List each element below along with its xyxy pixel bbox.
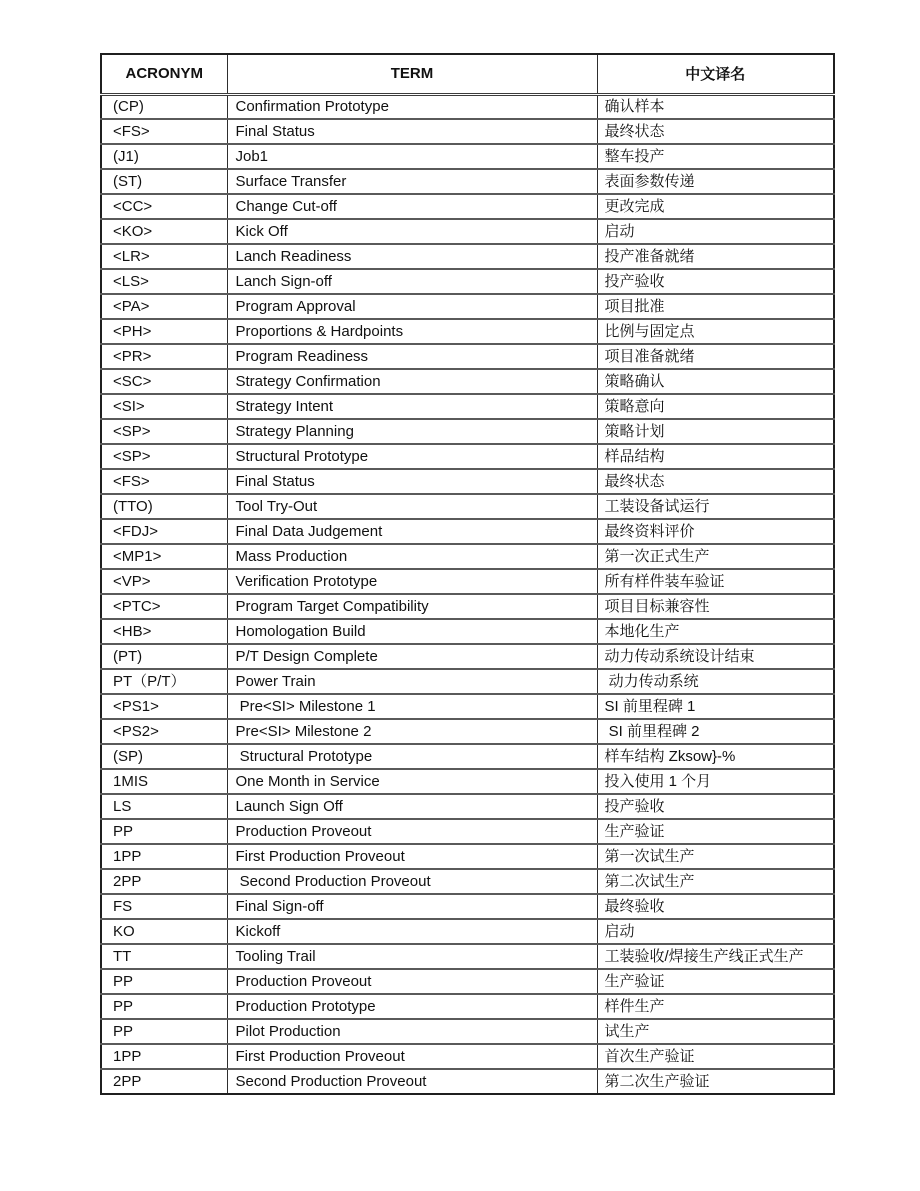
cell-term: Pre<SI> Milestone 2 <box>227 719 597 744</box>
cell-acronym: 2PP <box>101 869 227 894</box>
table-row <box>101 144 834 169</box>
cell-chinese: 启动 <box>597 919 834 944</box>
table-row <box>101 844 834 869</box>
cell-term: Verification Prototype <box>227 569 597 594</box>
cell-chinese: 策略意向 <box>597 394 834 419</box>
cell-acronym: <MP1> <box>101 544 227 569</box>
cell-acronym: KO <box>101 919 227 944</box>
cell-term: Strategy Confirmation <box>227 369 597 394</box>
cell-term: Final Status <box>227 119 597 144</box>
cell-chinese: 样车结构 Zksow}-% <box>597 744 834 769</box>
cell-acronym: <PS2> <box>101 719 227 744</box>
cell-term: Structural Prototype <box>227 444 597 469</box>
cell-acronym: <PS1> <box>101 694 227 719</box>
cell-chinese: 项目批准 <box>597 294 834 319</box>
cell-chinese: 生产验证 <box>597 819 834 844</box>
table-row <box>101 319 834 344</box>
table-row <box>101 944 834 969</box>
cell-acronym: LS <box>101 794 227 819</box>
cell-term: Power Train <box>227 669 597 694</box>
cell-acronym: FS <box>101 894 227 919</box>
cell-chinese: SI 前里程碑 2 <box>597 719 834 744</box>
cell-acronym: <PR> <box>101 344 227 369</box>
table-row <box>101 469 834 494</box>
cell-term: Tooling Trail <box>227 944 597 969</box>
cell-acronym: <CC> <box>101 194 227 219</box>
cell-acronym: (CP) <box>101 94 227 119</box>
cell-chinese: 样件生产 <box>597 994 834 1019</box>
header-row <box>101 54 834 94</box>
cell-acronym: TT <box>101 944 227 969</box>
cell-acronym: 1PP <box>101 844 227 869</box>
cell-acronym: <SP> <box>101 419 227 444</box>
table-row <box>101 119 834 144</box>
cell-chinese: 更改完成 <box>597 194 834 219</box>
table-row <box>101 444 834 469</box>
cell-chinese: 比例与固定点 <box>597 319 834 344</box>
cell-term: Structural Prototype <box>227 744 597 769</box>
cell-chinese: 第二次生产验证 <box>597 1069 834 1094</box>
table-row <box>101 994 834 1019</box>
cell-term: Mass Production <box>227 544 597 569</box>
cell-term: Pre<SI> Milestone 1 <box>227 694 597 719</box>
cell-term: Production Proveout <box>227 969 597 994</box>
table-row <box>101 194 834 219</box>
cell-chinese: 生产验证 <box>597 969 834 994</box>
cell-chinese: 最终验收 <box>597 894 834 919</box>
table-row <box>101 419 834 444</box>
table-row <box>101 569 834 594</box>
table-row <box>101 819 834 844</box>
table-row <box>101 794 834 819</box>
cell-term: Kick Off <box>227 219 597 244</box>
cell-acronym: <SP> <box>101 444 227 469</box>
cell-acronym: <SC> <box>101 369 227 394</box>
cell-chinese: 策略计划 <box>597 419 834 444</box>
cell-term: Launch Sign Off <box>227 794 597 819</box>
cell-acronym: <HB> <box>101 619 227 644</box>
cell-chinese: 第一次正式生产 <box>597 544 834 569</box>
cell-chinese: 第二次试生产 <box>597 869 834 894</box>
cell-acronym: (J1) <box>101 144 227 169</box>
table-row <box>101 219 834 244</box>
cell-acronym: <FS> <box>101 469 227 494</box>
cell-chinese: 表面参数传递 <box>597 169 834 194</box>
cell-chinese: 投产验收 <box>597 794 834 819</box>
header-term: TERM <box>227 54 597 94</box>
cell-chinese: 首次生产验证 <box>597 1044 834 1069</box>
cell-chinese: 第一次试生产 <box>597 844 834 869</box>
cell-term: Program Target Compatibility <box>227 594 597 619</box>
cell-chinese: 最终资料评价 <box>597 519 834 544</box>
table-row <box>101 369 834 394</box>
cell-chinese: 样品结构 <box>597 444 834 469</box>
cell-term: Strategy Intent <box>227 394 597 419</box>
cell-term: Homologation Build <box>227 619 597 644</box>
cell-term: Second Production Proveout <box>227 869 597 894</box>
table-row <box>101 494 834 519</box>
cell-term: Strategy Planning <box>227 419 597 444</box>
cell-term: Job1 <box>227 144 597 169</box>
cell-chinese: 整车投产 <box>597 144 834 169</box>
cell-chinese: 项目目标兼容性 <box>597 594 834 619</box>
table-row <box>101 544 834 569</box>
cell-acronym: <PA> <box>101 294 227 319</box>
cell-term: First Production Proveout <box>227 844 597 869</box>
cell-acronym: <FDJ> <box>101 519 227 544</box>
cell-term: Lanch Readiness <box>227 244 597 269</box>
cell-acronym: <PTC> <box>101 594 227 619</box>
cell-term: Final Sign-off <box>227 894 597 919</box>
cell-term: Lanch Sign-off <box>227 269 597 294</box>
cell-term: Change Cut-off <box>227 194 597 219</box>
table-row <box>101 894 834 919</box>
table-row <box>101 769 834 794</box>
table-row <box>101 669 834 694</box>
table-header <box>101 54 834 94</box>
table-row <box>101 619 834 644</box>
header-chinese: 中文译名 <box>597 54 834 94</box>
cell-chinese: 动力传动系统设计结束 <box>597 644 834 669</box>
cell-acronym: PP <box>101 819 227 844</box>
cell-term: Final Status <box>227 469 597 494</box>
cell-term: One Month in Service <box>227 769 597 794</box>
cell-chinese: 启动 <box>597 219 834 244</box>
table-row <box>101 244 834 269</box>
cell-acronym: (PT) <box>101 644 227 669</box>
table-body <box>101 94 834 1094</box>
cell-term: First Production Proveout <box>227 1044 597 1069</box>
cell-acronym: (ST) <box>101 169 227 194</box>
cell-term: Kickoff <box>227 919 597 944</box>
cell-chinese: 所有样件装车验证 <box>597 569 834 594</box>
cell-term: Program Approval <box>227 294 597 319</box>
cell-chinese: 工装设备试运行 <box>597 494 834 519</box>
table-row <box>101 394 834 419</box>
cell-term: Surface Transfer <box>227 169 597 194</box>
table-row <box>101 719 834 744</box>
cell-chinese: 确认样本 <box>597 94 834 119</box>
table-row <box>101 744 834 769</box>
cell-acronym: PP <box>101 969 227 994</box>
table-row <box>101 1044 834 1069</box>
table-row <box>101 969 834 994</box>
table-row <box>101 94 834 119</box>
cell-chinese: 动力传动系统 <box>597 669 834 694</box>
cell-chinese: 策略确认 <box>597 369 834 394</box>
cell-acronym: PT（P/T） <box>101 669 227 694</box>
cell-chinese: 最终状态 <box>597 469 834 494</box>
cell-acronym: <LR> <box>101 244 227 269</box>
cell-chinese: 工装验收/焊接生产线正式生产 <box>597 944 834 969</box>
cell-acronym: 1PP <box>101 1044 227 1069</box>
cell-term: Production Proveout <box>227 819 597 844</box>
header-acronym: ACRONYM <box>101 54 227 94</box>
cell-acronym: <SI> <box>101 394 227 419</box>
cell-acronym: PP <box>101 994 227 1019</box>
cell-chinese: SI 前里程碑 1 <box>597 694 834 719</box>
table-row <box>101 519 834 544</box>
cell-acronym: (SP) <box>101 744 227 769</box>
cell-acronym: <PH> <box>101 319 227 344</box>
table-row <box>101 869 834 894</box>
table-row <box>101 1019 834 1044</box>
cell-chinese: 最终状态 <box>597 119 834 144</box>
cell-chinese: 投产验收 <box>597 269 834 294</box>
cell-term: Tool Try-Out <box>227 494 597 519</box>
cell-term: Production Prototype <box>227 994 597 1019</box>
cell-chinese: 投产准备就绪 <box>597 244 834 269</box>
table-row <box>101 344 834 369</box>
cell-acronym: (TTO) <box>101 494 227 519</box>
table-row <box>101 169 834 194</box>
cell-acronym: 1MIS <box>101 769 227 794</box>
cell-acronym: 2PP <box>101 1069 227 1094</box>
cell-term: Final Data Judgement <box>227 519 597 544</box>
table-row <box>101 919 834 944</box>
acronym-glossary-table <box>100 53 835 1095</box>
cell-chinese: 试生产 <box>597 1019 834 1044</box>
cell-acronym: PP <box>101 1019 227 1044</box>
table-row <box>101 1069 834 1094</box>
table-row <box>101 269 834 294</box>
cell-chinese: 项目准备就绪 <box>597 344 834 369</box>
table-row <box>101 644 834 669</box>
cell-acronym: <FS> <box>101 119 227 144</box>
cell-chinese: 投入使用 1 个月 <box>597 769 834 794</box>
cell-term: P/T Design Complete <box>227 644 597 669</box>
cell-term: Proportions & Hardpoints <box>227 319 597 344</box>
cell-term: Program Readiness <box>227 344 597 369</box>
cell-acronym: <LS> <box>101 269 227 294</box>
cell-acronym: <VP> <box>101 569 227 594</box>
table-row <box>101 694 834 719</box>
cell-term: Confirmation Prototype <box>227 94 597 119</box>
cell-chinese: 本地化生产 <box>597 619 834 644</box>
table-row <box>101 294 834 319</box>
cell-term: Pilot Production <box>227 1019 597 1044</box>
cell-term: Second Production Proveout <box>227 1069 597 1094</box>
table-row <box>101 594 834 619</box>
cell-acronym: <KO> <box>101 219 227 244</box>
